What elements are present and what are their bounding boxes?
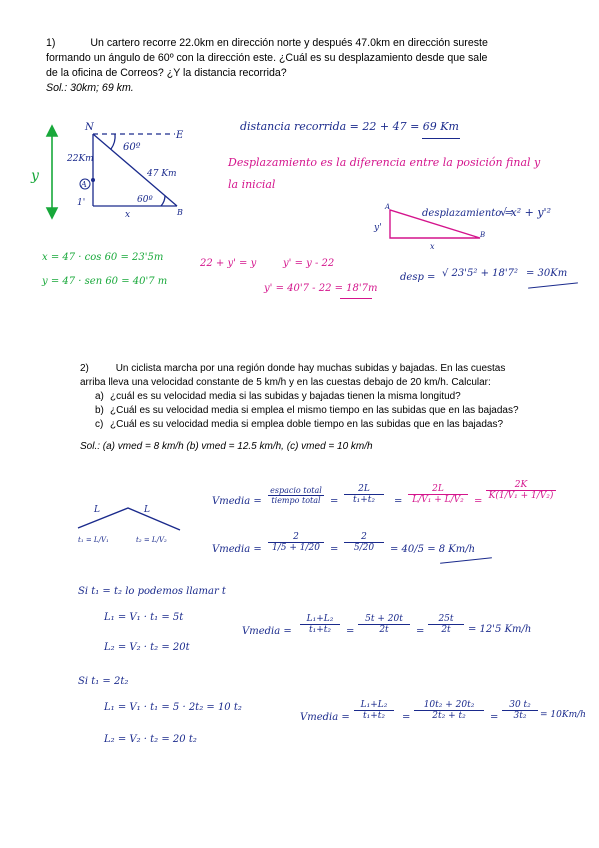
diagram-A-label: A xyxy=(81,180,87,189)
mid-eq-3-underline xyxy=(340,298,372,299)
diagram-B-label: B xyxy=(177,208,183,217)
result-10: = 10Km/h xyxy=(540,710,586,720)
desp-result: = 30Km xyxy=(526,268,568,279)
vmedia-label-2: Vmedia = xyxy=(212,544,262,555)
fraction-2K: 2K K(1/V₁ + 1/V₂) xyxy=(486,480,556,501)
distance-handwritten: distancia recorrida = 22 + 47 = 69 Km xyxy=(240,120,459,133)
problem-2-line2: arriba lleva una velocidad constante de 5 km/h y en las cuestas debajo de 20 km/h. Calcular: xyxy=(80,377,491,388)
problem-2-line1: 2) Un ciclista marcha por una región donde hay muchas subidas y bajadas. En las cuestas xyxy=(80,363,506,374)
diagram-E-label: E xyxy=(176,130,184,141)
result-12-5: = 12'5 Km/h xyxy=(468,624,532,635)
fraction-2L-LV: 2L L/V₁ + L/V₂ xyxy=(408,484,468,505)
fraction-30t: 30 t₂ 3t₂ xyxy=(502,700,538,721)
displacement-formula-label: desplazamiento = xyxy=(422,208,513,219)
diagram-angle-bottom: 60º xyxy=(137,195,153,205)
result-8: = 40/5 = 8 Km/h xyxy=(390,544,476,555)
L1-equal: L₁ = V₁ · t₁ = 5t xyxy=(104,612,184,623)
problem-2-number: 2) xyxy=(80,363,89,374)
problem-1-statement xyxy=(46,36,556,96)
L2-equal: L₂ = V₂ · t₂ = 20t xyxy=(104,642,190,653)
diagram-N-label: N xyxy=(85,122,94,133)
tri-x-label: x xyxy=(430,242,435,250)
L2-double: L₂ = V₂ · t₂ = 20 t₂ xyxy=(104,734,197,745)
point-A-dot xyxy=(91,178,95,182)
equals-8: = xyxy=(490,712,499,723)
displacement-definition-line1: Desplazamiento es la diferencia entre la posición final y xyxy=(228,156,541,169)
fraction-space-time: espacio total tiempo total xyxy=(268,486,324,505)
diagram-x-label: x xyxy=(125,210,131,220)
equals-6: = xyxy=(416,626,425,637)
displacement-formula: √ x² + y'² xyxy=(500,206,551,219)
tri-B-label: B xyxy=(480,231,486,239)
desp-formula: √ 23'5² + 18'7² xyxy=(442,268,518,279)
problem-2-item-b: b) ¿Cuál es su velocidad media si emplea el mismo tiempo en las subidas que en las bajadas? xyxy=(95,405,519,416)
L1-double: L₁ = V₁ · t₁ = 5 · 2t₂ = 10 t₂ xyxy=(104,702,242,713)
case-equal-times: Si t₁ = t₂ lo podemos llamar t xyxy=(78,586,226,597)
vmedia-label-1: Vmedia = xyxy=(212,496,262,507)
problem-1-solution: Sol.: 30km; 69 km. xyxy=(46,82,134,94)
case-double-time: Si t₁ = 2t₂ xyxy=(78,676,129,687)
problem-2-item-a: a) ¿cuál es su velocidad media si las subidas y bajadas tienen la misma longitud? xyxy=(95,391,461,402)
tri-y-label: y' xyxy=(374,223,382,233)
mid-eq-3: y' = 40'7 - 22 = 18'7m xyxy=(264,283,378,294)
displacement-definition-line2: la inicial xyxy=(228,178,276,191)
result-8-underline xyxy=(440,557,492,563)
desp-label: desp = xyxy=(400,272,436,283)
desp-result-underline xyxy=(528,282,578,288)
hill-t1: t₁ = L/V₁ xyxy=(78,536,109,544)
mid-eq-2: y' = y - 22 xyxy=(283,258,335,269)
hill-L1: L xyxy=(94,505,100,515)
hill-diagram xyxy=(70,498,195,553)
fraction-5t-20t: 5t + 20t 2t xyxy=(358,614,410,635)
problem-1-line3: de la oficina de Correos? ¿Y la distancia recorrida? xyxy=(46,67,287,79)
diagram-y-label: y xyxy=(31,168,39,184)
fraction-2L-t: 2L t₁+t₂ xyxy=(344,484,384,505)
diagram-side-22: 22Km xyxy=(67,154,94,164)
fraction-2-sum: 2 1/5 + 1/20 xyxy=(268,532,324,553)
problem-1-line2: formando un ángulo de 60º con la dirección este. ¿Cuál es su desplazamiento desde que sale xyxy=(46,52,488,64)
diagram-hyp-47: 47 Km xyxy=(147,169,177,179)
y-component-eq: y = 47 · sen 60 = 40'7 m xyxy=(42,276,168,287)
problem-2-statement xyxy=(80,362,580,454)
problem-2-items xyxy=(80,390,580,432)
problem-1-diagram xyxy=(25,118,200,228)
y-arrow xyxy=(47,126,57,218)
equals-7: = xyxy=(402,712,411,723)
hill-t2: t₂ = L/V₂ xyxy=(136,536,167,544)
mid-eq-1: 22 + y' = y xyxy=(200,258,257,269)
vmedia-label-4: Vmedia = xyxy=(300,712,350,723)
problem-1-line1: 1) Un cartero recorre 22.0km en dirección norte y después 47.0km en dirección sureste xyxy=(46,37,488,49)
fraction-25t: 25t 2t xyxy=(428,614,464,635)
diagram-angle-top: 60º xyxy=(123,142,141,153)
x-component-eq: x = 47 · cos 60 = 23'5m xyxy=(42,252,164,263)
problem-2-solution: Sol.: (a) vmed = 8 km/h (b) vmed = 12.5 km/h, (c) vmed = 10 km/h xyxy=(80,441,373,452)
distance-underline xyxy=(422,138,460,139)
equals-4: = xyxy=(330,544,339,555)
equals-5: = xyxy=(346,626,355,637)
hill-L2: L xyxy=(144,505,150,515)
diagram-1prime: 1' xyxy=(77,198,86,208)
equals-3: = xyxy=(474,496,483,507)
fraction-L-t-4: L₁+L₂ t₁+t₂ xyxy=(354,700,394,721)
vmedia-label-3: Vmedia = xyxy=(242,626,292,637)
equals-1: = xyxy=(330,496,339,507)
fraction-10t-20t: 10t₂ + 20t₂ 2t₂ + t₂ xyxy=(414,700,484,721)
equals-2: = xyxy=(394,496,403,507)
tri-A-label: A xyxy=(385,203,391,211)
fraction-2-5-20: 2 5/20 xyxy=(344,532,384,553)
fraction-L-t-3: L₁+L₂ t₁+t₂ xyxy=(300,614,340,635)
problem-2-item-c: c) ¿Cuál es su velocidad media si emplea doble tiempo en las subidas que en las bajadas? xyxy=(95,419,504,430)
problem-1-number: 1) xyxy=(46,37,56,49)
